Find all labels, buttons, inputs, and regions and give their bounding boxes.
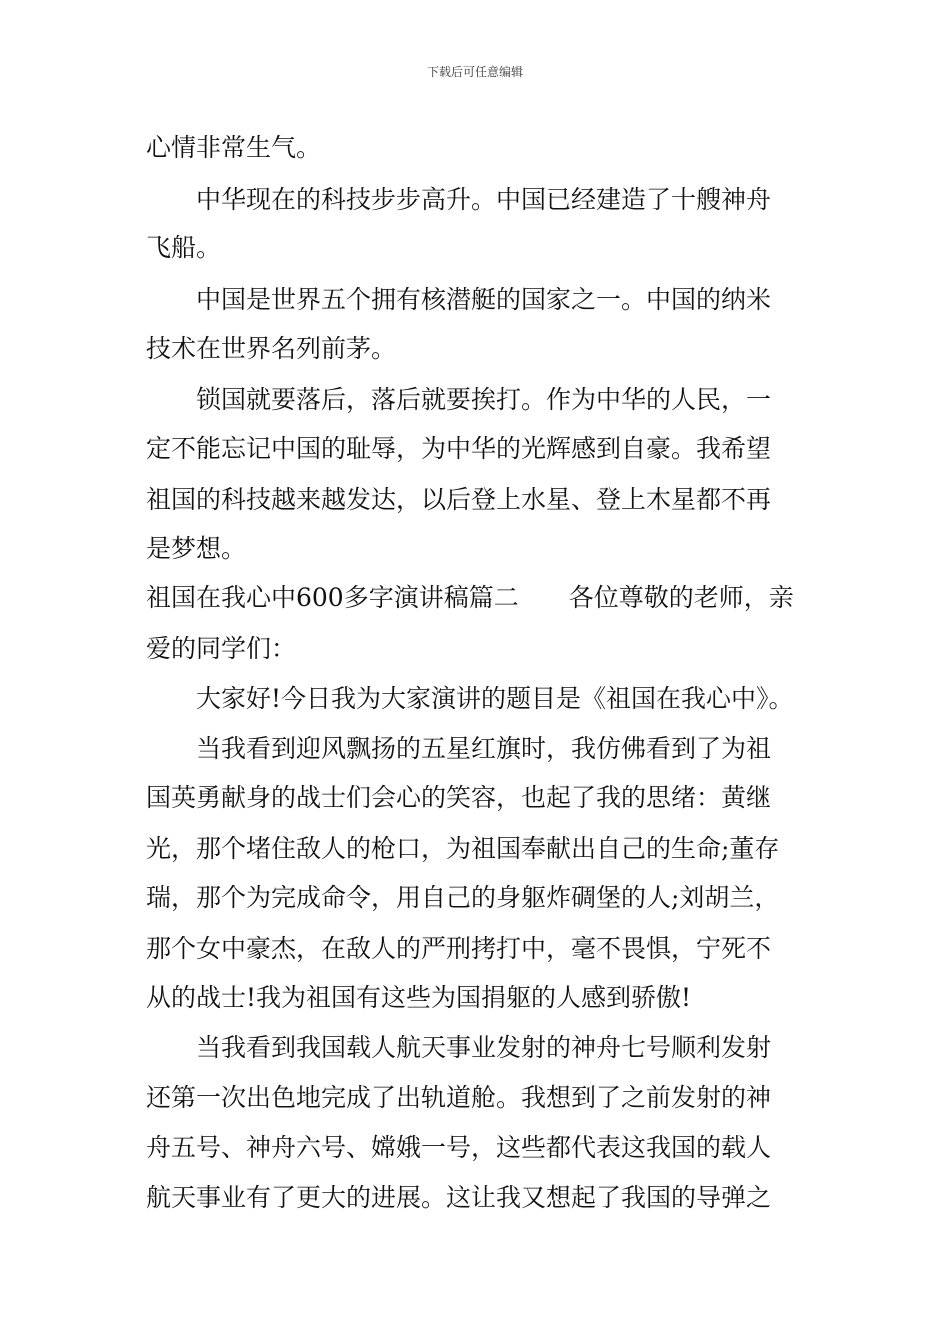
text-line: 大家好!今日我为大家演讲的题目是《祖国在我心中》。 [196, 684, 794, 713]
text-line: 当我看到我国载人航天事业发射的神舟七号顺利发射 [196, 1033, 772, 1062]
text-line: 心情非常生气。 [146, 133, 322, 162]
text-line: 航天事业有了更大的进展。这让我又想起了我国的导弹之 [146, 1183, 772, 1212]
text-line: 祖国的科技越来越发达，以后登上水星、登上木星都不再 [146, 485, 772, 514]
section-heading-line: 祖国在我心中600多字演讲稿篇二 各位尊敬的老师，亲 [146, 583, 794, 612]
text-line: 那个女中豪杰，在敌人的严刑拷打中，毫不畏惧，宁死不 [146, 934, 772, 963]
text-line: 瑞，那个为完成命令，用自己的身躯炸碉堡的人;刘胡兰， [146, 883, 780, 912]
text-line: 锁国就要落后，落后就要挨打。作为中华的人民，一 [196, 385, 772, 414]
text-line: 飞船。 [146, 233, 222, 262]
text-line: 还第一次出色地完成了出轨道舱。我想到了之前发射的神 [146, 1083, 772, 1112]
text-line: 国英勇献身的战士们会心的笑容，也起了我的思绪：黄继 [146, 783, 772, 812]
text-line: 定不能忘记中国的耻辱，为中华的光辉感到自豪。我希望 [146, 434, 772, 463]
text-line: 舟五号、神舟六号、嫦娥一号，这些都代表这我国的载人 [146, 1133, 772, 1162]
text-line: 中国是世界五个拥有核潜艇的国家之一。中国的纳米 [196, 285, 772, 314]
text-line: 光，那个堵住敌人的枪口，为祖国奉献出自己的生命;董存 [146, 834, 780, 863]
text-line: 爱的同学们： [146, 634, 297, 663]
text-line: 中华现在的科技步步高升。中国已经建造了十艘神舟 [196, 185, 772, 214]
text-line: 是梦想。 [146, 534, 247, 563]
text-line: 从的战士!我为祖国有这些为国捐躯的人感到骄傲! [146, 983, 692, 1012]
page-header: 下载后可任意编辑 [426, 65, 523, 79]
text-line: 技术在世界名列前茅。 [146, 334, 397, 363]
text-line: 当我看到迎风飘扬的五星红旗时，我仿佛看到了为祖 [196, 734, 772, 763]
